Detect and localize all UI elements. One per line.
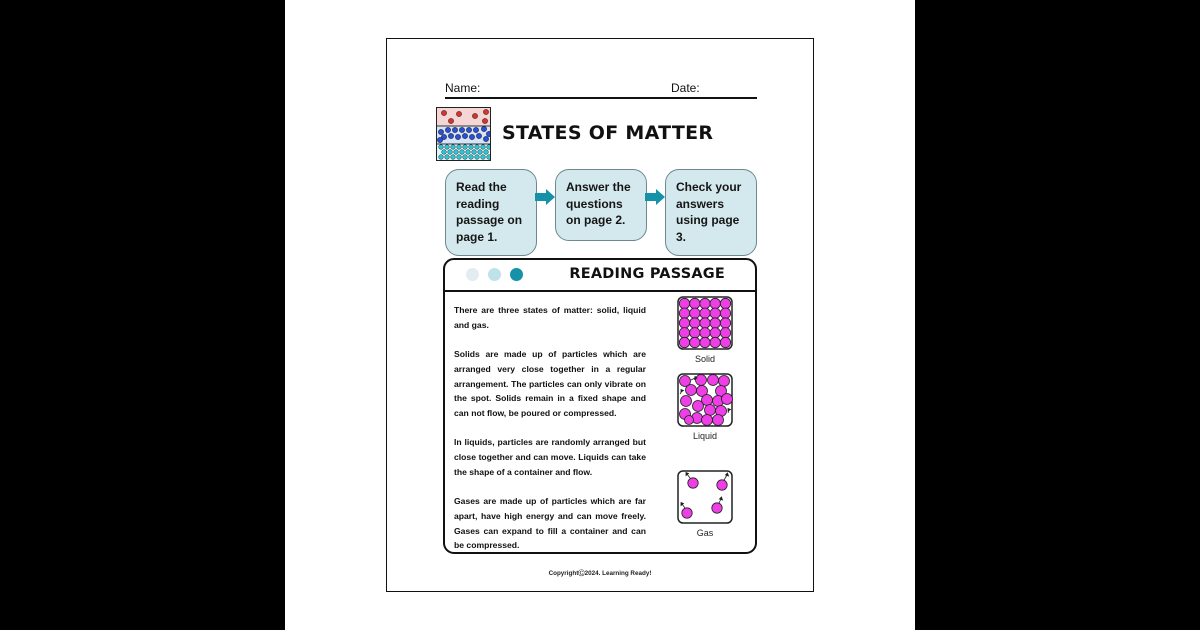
worksheet-title: STATES OF MATTER: [502, 122, 714, 144]
passage-header: [445, 260, 755, 292]
window-dot-icon: [488, 268, 501, 281]
name-date-line: [445, 80, 757, 99]
step-3-text: Check your answers using page 3.: [676, 180, 742, 244]
gas-particles-icon: [677, 470, 733, 524]
passage-title: READING PASSAGE: [569, 266, 725, 282]
date-label: Date:: [671, 81, 700, 95]
paragraph: Gases are made up of particles which are far apart, have high energy and can move freely. Gases can expand to fill a container and can be compressed.: [454, 496, 646, 551]
solid-diagram: [677, 296, 733, 364]
states-of-matter-logo-icon: [436, 107, 491, 161]
diagram-caption: Gas: [696, 528, 714, 538]
canvas: [285, 0, 915, 630]
liquid-particles-icon: [677, 373, 733, 427]
step-1-box: [445, 169, 537, 256]
worksheet-page: [386, 38, 814, 592]
window-dot-icon: [510, 268, 523, 281]
paragraph: In liquids, particles are randomly arranged but close together and can move. Liquids can take the shape of a container and flow.: [454, 437, 646, 477]
step-3-box: [665, 169, 757, 256]
paragraph: Solids are made up of particles which are arranged very close together in a regular arrangement. The particles can only vibrate on the spot. Solids remain in a fixed shape and can not flow, be poured or compressed.: [454, 349, 646, 418]
gas-diagram: [677, 470, 733, 538]
copyright-notice: CopyrightⒸ2024. Learning Ready!: [548, 570, 652, 577]
diagram-caption: Solid: [694, 354, 715, 364]
paragraph: There are three states of matter: solid, liquid and gas.: [454, 305, 646, 330]
step-2-box: [555, 169, 647, 241]
solid-particles-icon: [677, 296, 733, 350]
passage-body: [454, 303, 646, 554]
arrow-right-icon: [535, 189, 555, 205]
step-2-text: Answer the questions on page 2.: [566, 180, 631, 227]
reading-passage-panel: [443, 258, 757, 554]
step-1-text: Read the reading passage on page 1.: [456, 180, 523, 244]
name-label: Name:: [445, 81, 481, 95]
liquid-diagram: [677, 373, 733, 441]
window-dot-icon: [466, 268, 479, 281]
arrow-right-icon: [645, 189, 665, 205]
diagram-caption: Liquid: [692, 431, 718, 441]
